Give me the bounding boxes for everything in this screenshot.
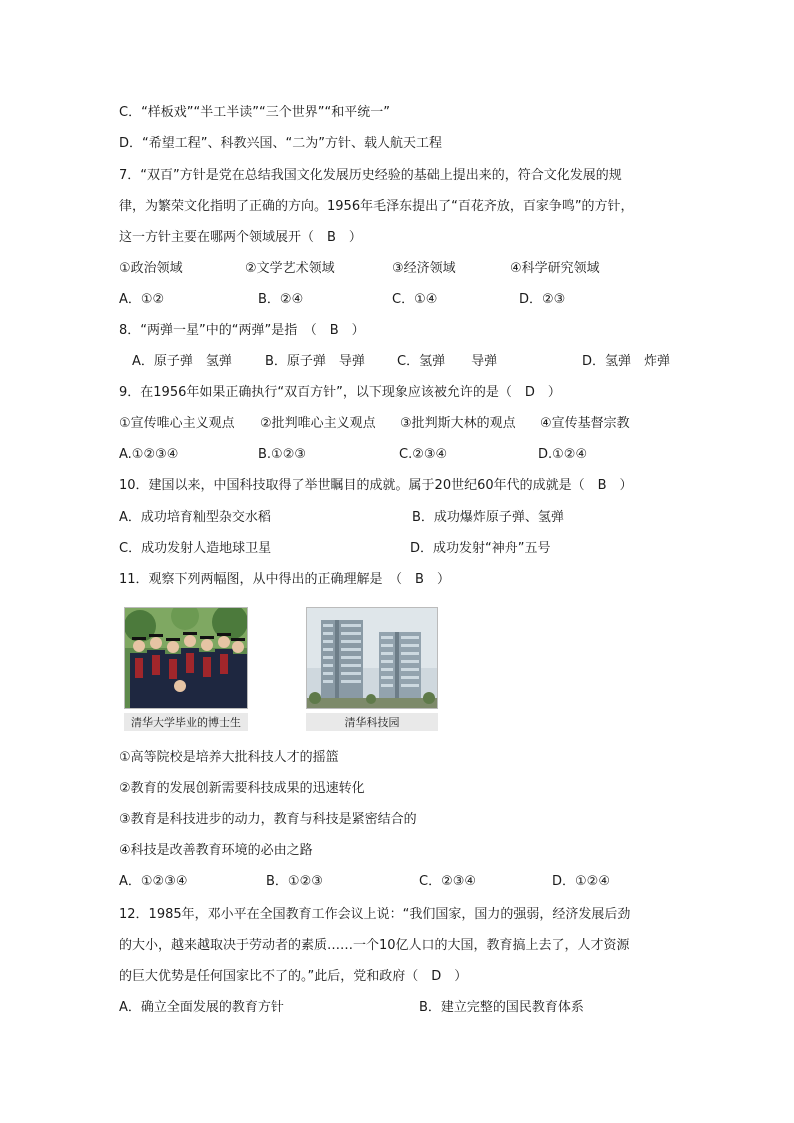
q11-choice-a: A．①②③④: [119, 874, 188, 889]
q10-stem: 10．建国以来，中国科技取得了举世瞩目的成就。属于20世纪60年代的成就是（ B ）: [119, 478, 633, 493]
q8-choice-b: B．原子弹 导弹: [265, 354, 365, 369]
science-park-image: [306, 607, 438, 709]
q6-option-c: C．“样板戏”“半工半读”“三个世界”“和平统一”: [119, 105, 390, 120]
graduates-photo: [124, 607, 248, 731]
q12-choice-b: B．建立完整的国民教育体系: [419, 1000, 584, 1015]
q10-choice-c: C．成功发射人造地球卫星: [119, 541, 272, 556]
q10-choice-a: A．成功培育籼型杂交水稻: [119, 510, 271, 525]
q7-choice-d: D．②③: [519, 292, 566, 307]
q7-item-3: ③经济领域: [392, 261, 456, 276]
q12-stem-line2: 的大小，越来越取决于劳动者的素质……一个10亿人口的大国，教育搞上去了，人才资源: [119, 938, 630, 953]
q7-stem-line1: 7．“双百”方针是党在总结我国文化发展历史经验的基础上提出来的，符合文化发展的规: [119, 168, 622, 183]
q7-stem-line2: 律，为繁荣文化指明了正确的方向。1956年毛泽东提出了“百花齐放，百家争鸣”的方针，: [119, 199, 634, 214]
q9-choice-c: C.②③④: [399, 447, 448, 462]
q10-choice-b: B．成功爆炸原子弹、氢弹: [412, 510, 564, 525]
q6-option-d: D．“希望工程”、科教兴国、“二为”方针、载人航天工程: [119, 136, 442, 151]
q7-choice-c: C．①④: [392, 292, 438, 307]
q7-item-4: ④科学研究领域: [510, 261, 600, 276]
q8-choice-c: C．氢弹 导弹: [397, 354, 498, 369]
q7-item-1: ①政治领域: [119, 261, 183, 276]
q12-stem-line3: 的巨大优势是任何国家比不了的。”此后，党和政府（ D ）: [119, 969, 468, 984]
q7-choice-b: B．②④: [258, 292, 304, 307]
q9-stem: 9．在1956年如果正确执行“双百方针”，以下现象应该被允许的是（ D ）: [119, 385, 561, 400]
q11-choice-d: D．①②④: [552, 874, 610, 889]
q7-stem-line3: 这一方针主要在哪两个领域展开（ B ）: [119, 230, 362, 245]
q9-choice-b: B.①②③: [258, 447, 307, 462]
q9-item-4: ④宣传基督宗教: [540, 416, 630, 431]
q12-stem-line1: 12．1985年，邓小平在全国教育工作会议上说：“我们国家，国力的强弱，经济发展后劲: [119, 907, 631, 922]
q7-choice-a: A．①②: [119, 292, 165, 307]
q11-item-4: ④科技是改善教育环境的必由之路: [119, 843, 313, 858]
q12-choice-a: A．确立全面发展的教育方针: [119, 1000, 284, 1015]
graduates-image: [124, 607, 248, 709]
q11-choice-c: C．②③④: [419, 874, 477, 889]
q8-choice-d: D．氢弹 炸弹: [582, 354, 671, 369]
q9-item-2: ②批判唯心主义观点: [260, 416, 376, 431]
q11-choice-b: B．①②③: [266, 874, 323, 889]
graduates-caption: 清华大学毕业的博士生: [124, 713, 248, 731]
q11-item-3: ③教育是科技进步的动力，教育与科技是紧密结合的: [119, 812, 417, 827]
q11-stem: 11．观察下列两幅图，从中得出的正确理解是 （ B ）: [119, 572, 450, 587]
q11-item-2: ②教育的发展创新需要科技成果的迅速转化: [119, 781, 365, 796]
q11-item-1: ①高等院校是培养大批科技人才的摇篮: [119, 750, 339, 765]
q9-choice-a: A.①②③④: [119, 447, 179, 462]
q9-item-3: ③批判斯大林的观点: [400, 416, 516, 431]
science-park-photo: [306, 607, 438, 731]
q10-choice-d: D．成功发射“神舟”五号: [410, 541, 551, 556]
q7-item-2: ②文学艺术领域: [245, 261, 335, 276]
science-park-caption: 清华科技园: [306, 713, 438, 731]
q9-item-1: ①宣传唯心主义观点: [119, 416, 235, 431]
q9-choice-d: D.①②④: [538, 447, 588, 462]
q8-stem: 8．“两弹一星”中的“两弹”是指 （ B ）: [119, 323, 365, 338]
q8-choice-a: A．原子弹 氢弹: [132, 354, 232, 369]
